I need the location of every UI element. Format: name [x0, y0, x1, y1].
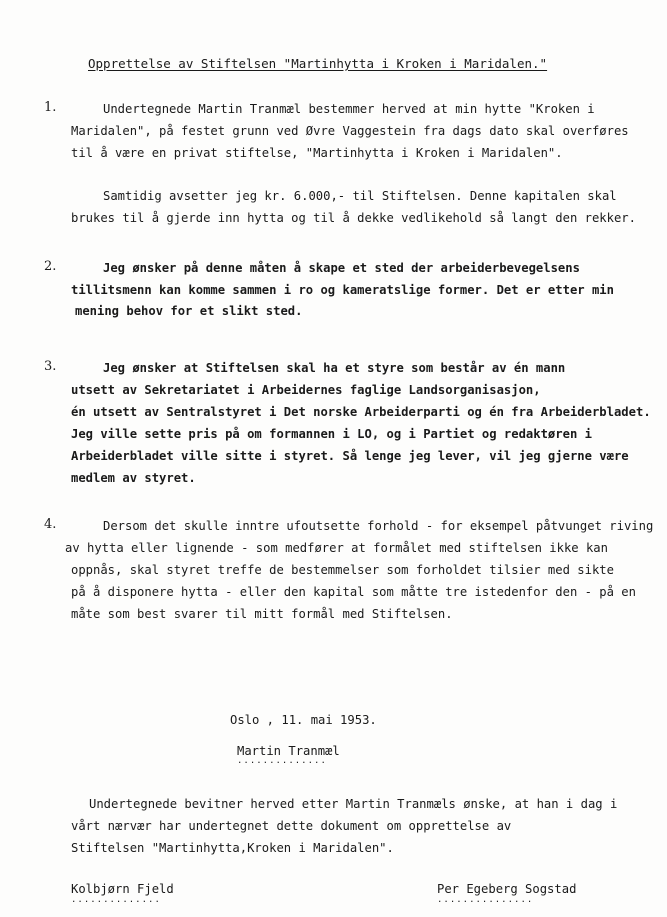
section-3-line-4: Jeg ville sette pris på om formannen i LO, og i Partiet og redaktøren i — [71, 427, 592, 441]
witness-right-dots: ............... — [437, 895, 534, 905]
section-1-line-3: til å være en privat stiftelse, "Martinhytta i Kroken i Maridalen". — [71, 146, 563, 160]
section-1-paragraph-2-line-2: brukes til å gjerde inn hytta og til å dekke vedlikehold så langt den rekker. — [71, 211, 636, 225]
witness-left-dots: .............. — [71, 895, 161, 905]
section-1-paragraph-2-line-1: Samtidig avsetter jeg kr. 6.000,- til Stiftelsen. Denne kapitalen skal — [103, 189, 617, 203]
witness-right-name: Per Egeberg Sogstad — [437, 882, 577, 896]
witness-line-2: vårt nærvær har undertegnet dette dokument om opprettelse av — [71, 819, 512, 833]
section-4-line-2: av hytta eller lignende - som medfører at formålet med stiftelsen ikke kan — [65, 541, 608, 555]
signer-name: Martin Tranmæl — [237, 744, 340, 758]
section-4-line-3: oppnås, skal styret treffe de bestemmelser som forholdet tilsier med sikte — [71, 563, 614, 577]
section-1-line-2: Maridalen", på festet grunn ved Øvre Vaggestein fra dags dato skal overføres — [71, 124, 629, 138]
signer-signature-dots: .............. — [237, 756, 327, 766]
place-and-date: Oslo , 11. mai 1953. — [230, 713, 377, 727]
section-2-line-3: mening behov for et slikt sted. — [75, 304, 303, 318]
section-number-3: 3. — [44, 359, 57, 374]
section-2-line-1: Jeg ønsker på denne måten å skape et sted der arbeiderbevegelsens — [103, 261, 580, 275]
section-number-1: 1. — [44, 100, 57, 115]
document-title: Opprettelse av Stiftelsen "Martinhytta i Kroken i Maridalen." — [88, 56, 548, 71]
witness-line-3: Stiftelsen "Martinhytta,Kroken i Maridalen". — [71, 841, 394, 855]
section-4-line-1: Dersom det skulle inntre ufoutsette forhold - for eksempel påtvunget riving — [103, 519, 654, 533]
section-3-line-6: medlem av styret. — [71, 471, 196, 485]
section-1-line-1: Undertegnede Martin Tranmæl bestemmer herved at min hytte "Kroken i — [103, 102, 595, 116]
section-number-4: 4. — [44, 517, 57, 532]
section-4-line-4: på å disponere hytta - eller den kapital som måtte tre istedenfor den - på en — [71, 585, 636, 599]
section-3-line-2: utsett av Sekretariatet i Arbeidernes faglige Landsorganisasjon, — [71, 383, 541, 397]
section-3-line-1: Jeg ønsker at Stiftelsen skal ha et styre som består av én mann — [103, 361, 566, 375]
section-2-line-2: tillitsmenn kan komme sammen i ro og kameratslige former. Det er etter min — [71, 283, 614, 297]
witness-left-name: Kolbjørn Fjeld — [71, 882, 174, 896]
witness-line-1: Undertegnede bevitner herved etter Martin Tranmæls ønske, at han i dag i — [89, 797, 618, 811]
section-3-line-5: Arbeiderbladet ville sitte i styret. Så lenge jeg lever, vil jeg gjerne være — [71, 449, 629, 463]
section-number-2: 2. — [44, 259, 57, 274]
section-3-line-3: én utsett av Sentralstyret i Det norske Arbeiderparti og én fra Arbeiderbladet. — [71, 405, 651, 419]
section-4-line-5: måte som best svarer til mitt formål med Stiftelsen. — [71, 607, 453, 621]
